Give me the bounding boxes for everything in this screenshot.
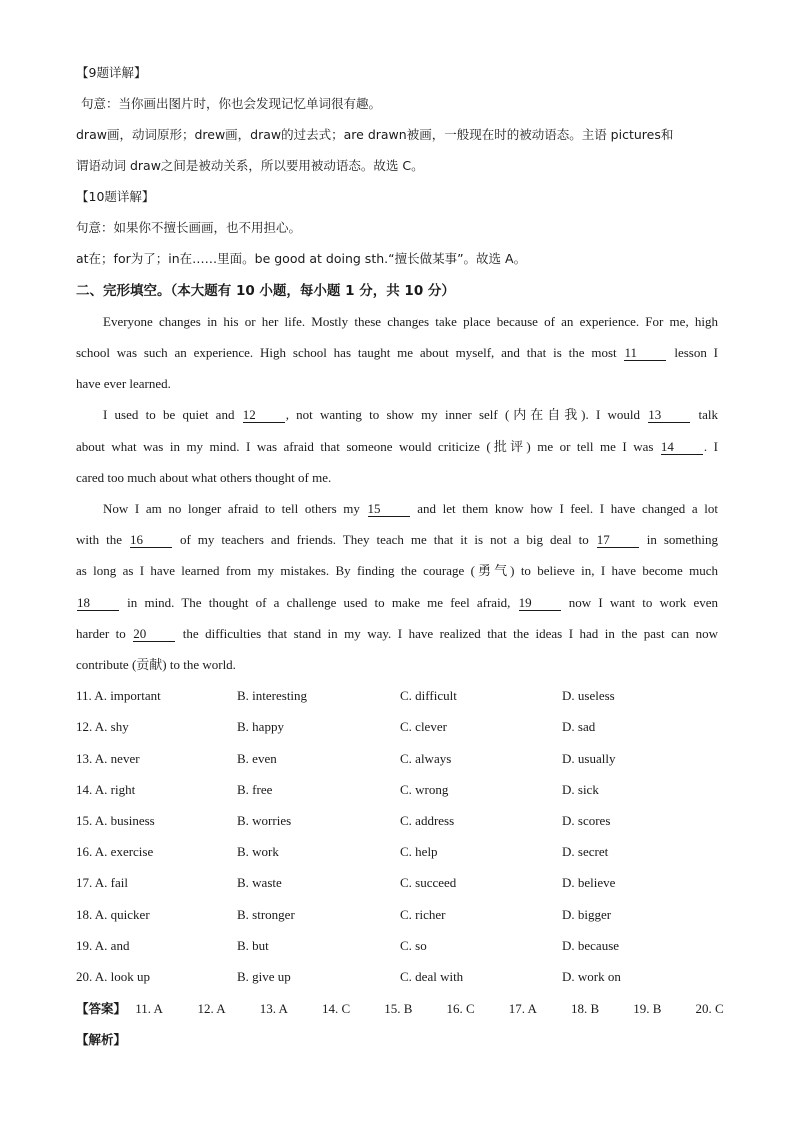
option-c: C. help [400, 844, 438, 859]
option-row [76, 874, 718, 892]
option-c: C. clever [400, 719, 447, 734]
option-row [76, 968, 718, 986]
q9-meaning: 句意：当你画出图片时，你也会发现记忆单词很有趣。 [81, 96, 382, 111]
answer-label: 【答案】 [76, 1001, 127, 1016]
passage-p1-line-1: Everyone changes in his or her life. Mostly these changes take place because of an experience. For me, high [103, 314, 718, 329]
passage-p1-line-3: have ever learned. [76, 376, 171, 391]
answer-item: 12. A [197, 1001, 226, 1016]
blank-16: 16 [130, 533, 172, 548]
option-b: B. happy [237, 719, 284, 734]
option-c: C. difficult [400, 688, 457, 703]
option-row [76, 781, 718, 799]
passage-p3-line-2: with the 16 of my teachers and friends. They teach me that it is not a big deal to 17 in something [76, 532, 718, 547]
option-d: D. bigger [562, 907, 612, 922]
option-a: 18. A. quicker [76, 907, 150, 922]
answer-item: 16. C [446, 1001, 475, 1016]
option-a: 17. A. fail [76, 875, 128, 890]
option-d: D. scores [562, 813, 611, 828]
option-b: B. interesting [237, 688, 308, 703]
answer-item: 11. A [135, 1001, 163, 1016]
option-b: B. worries [237, 813, 292, 828]
passage-p1-line-2: school was such an experience. High school has taught me about myself, and that is the most 11 lesson I [76, 345, 719, 360]
option-b: B. stronger [237, 907, 295, 922]
option-row [76, 906, 718, 924]
option-b: B. work [237, 844, 279, 859]
answer-item: 14. C [322, 1001, 351, 1016]
blank-17: 17 [597, 533, 639, 548]
option-c: C. so [400, 938, 427, 953]
section-title: 二、完形填空。（本大题有 10 小题，每小题 1 分，共 10 分） [76, 283, 455, 299]
passage-p3-line-6: contribute (贡献) to the world. [76, 657, 236, 672]
option-c: C. deal with [400, 969, 464, 984]
option-d: D. useless [562, 688, 615, 703]
passage-p2-line-1: I used to be quiet and 12 , not wanting to show my inner self (内在自我). I would 13 talk [103, 407, 719, 422]
blank-13: 13 [648, 408, 690, 423]
option-a: 20. A. look up [76, 969, 151, 984]
option-d: D. sick [562, 782, 599, 797]
passage-p3-line-1: Now I am no longer afraid to tell others my 15 and let them know how I feel. I have changed a lot [103, 501, 719, 516]
option-a: 11. A. important [76, 688, 161, 703]
option-c: C. address [400, 813, 455, 828]
option-d: D. secret [562, 844, 609, 859]
q9-explanation-line-1: draw画，动词原形；drew画，draw的过去式；are drawn被画，一般现在时的被动语态。主语 pictures和 [76, 127, 674, 142]
q10-header: 【10题详解】 [76, 189, 155, 204]
q9-explanation-line-2: 谓语动词 draw之间是被动关系，所以要用被动语态。故选 C。 [76, 158, 424, 173]
option-c: C. wrong [400, 782, 449, 797]
blank-14: 14 [661, 440, 703, 455]
option-d: D. believe [562, 875, 616, 890]
option-b: B. even [237, 751, 277, 766]
option-b: B. give up [237, 969, 291, 984]
q9-header: 【9题详解】 [76, 65, 147, 80]
analysis-label: 【解析】 [76, 1032, 127, 1047]
answer-item: 18. B [571, 1001, 600, 1016]
option-d: D. because [562, 938, 620, 953]
option-c: C. richer [400, 907, 446, 922]
q10-explanation: at在；for为了；in在……里面。be good at doing sth.“擅长做某事”。故选 A。 [76, 251, 527, 266]
option-row [76, 937, 718, 955]
option-c: C. succeed [400, 875, 457, 890]
answer-item: 19. B [633, 1001, 662, 1016]
option-row [76, 687, 718, 705]
option-a: 16. A. exercise [76, 844, 154, 859]
option-row [76, 750, 718, 768]
passage-p2-line-3: cared too much about what others thought of me. [76, 470, 332, 485]
option-d: D. work on [562, 969, 621, 984]
blank-11: 11 [624, 346, 666, 361]
option-b: B. but [237, 938, 269, 953]
answer-item: 13. A [259, 1001, 288, 1016]
answer-row [76, 999, 736, 1019]
q10-meaning: 句意：如果你不擅长画画，也不用担心。 [76, 220, 302, 235]
passage-p2-line-2: about what was in my mind. I was afraid that someone would criticize (批评) me or tell me I was 14 . I [76, 439, 718, 454]
option-row [76, 843, 718, 861]
passage-p3-line-5: harder to 20 the difficulties that stand in my way. I have realized that the ideas I had in the past can now [76, 626, 719, 641]
blank-20: 20 [133, 627, 175, 642]
passage-p3-line-3: as long as I have learned from my mistakes. By finding the courage (勇气) to believe in, I have become much [76, 563, 718, 578]
option-b: B. free [237, 782, 273, 797]
option-row [76, 812, 718, 830]
blank-18: 18 [77, 596, 119, 611]
option-b: B. waste [237, 875, 282, 890]
option-a: 15. A. business [76, 813, 155, 828]
option-a: 14. A. right [76, 782, 136, 797]
option-d: D. sad [562, 719, 596, 734]
answer-item: 20. C [695, 1001, 724, 1016]
blank-19: 19 [519, 596, 561, 611]
blank-12: 12 [243, 408, 285, 423]
answer-item: 17. A [508, 1001, 537, 1016]
option-a: 13. A. never [76, 751, 140, 766]
option-a: 19. A. and [76, 938, 130, 953]
option-a: 12. A. shy [76, 719, 129, 734]
option-row [76, 718, 718, 736]
option-c: C. always [400, 751, 452, 766]
blank-15: 15 [368, 502, 410, 517]
answer-item: 15. B [384, 1001, 413, 1016]
passage-p3-line-4: 18 in mind. The thought of a challenge used to make me feel afraid, 19 now I want to work even [77, 595, 718, 610]
option-d: D. usually [562, 751, 616, 766]
